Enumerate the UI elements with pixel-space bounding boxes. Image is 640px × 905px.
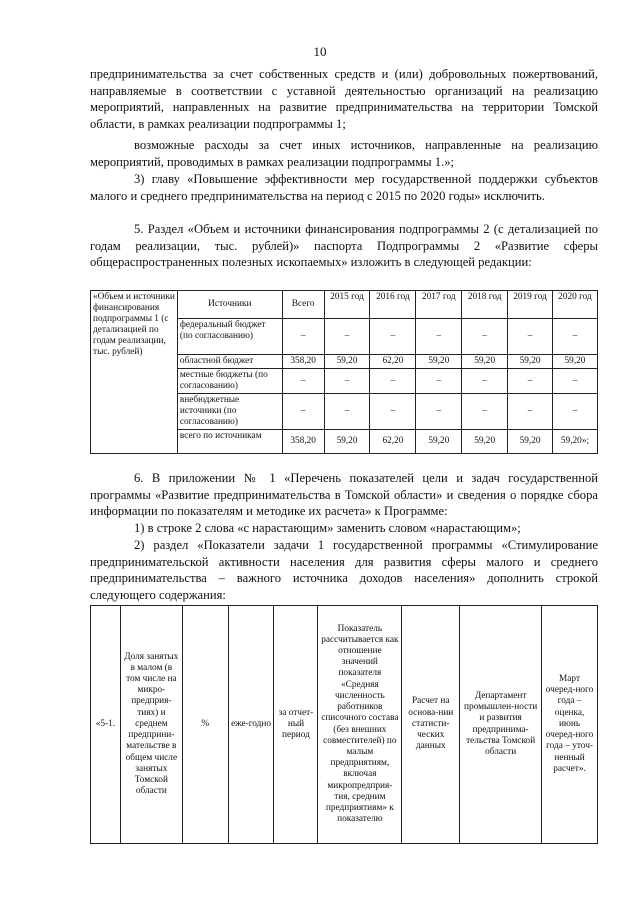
value-cell: – bbox=[282, 394, 324, 430]
value-cell: – bbox=[282, 319, 324, 355]
indicator-deadline: Март очеред-ного года – оценка, июнь очеред-ного года – уточ-ненный расчет». bbox=[542, 606, 598, 844]
value-cell: – bbox=[370, 319, 416, 355]
column-header: 2015 год bbox=[324, 291, 370, 319]
indicator-period: за отчет-ный период bbox=[274, 606, 318, 844]
value-cell: 59,20 bbox=[462, 430, 508, 454]
value-cell: – bbox=[508, 319, 553, 355]
source-cell: областной бюджет bbox=[177, 355, 282, 369]
paragraph-6: 1) в строке 2 слова «с нарастающим» заменить словом «нарастающим»; bbox=[134, 521, 521, 535]
funding-table bbox=[90, 290, 598, 454]
value-cell: – bbox=[508, 369, 553, 394]
value-cell: 358,20 bbox=[282, 430, 324, 454]
value-cell: – bbox=[462, 369, 508, 394]
indicator-number: «5-1. bbox=[91, 606, 121, 844]
value-cell: 62,20 bbox=[370, 430, 416, 454]
indicator-name: Доля занятых в малом (в том числе на микро-предприя-тиях) и среднем предприни-мательстве в общем числе занятых Томской области bbox=[120, 606, 182, 844]
column-header: 2017 год bbox=[416, 291, 462, 319]
value-cell: – bbox=[462, 394, 508, 430]
source-cell: местные бюджеты (по согласованию) bbox=[177, 369, 282, 394]
paragraph-4: 5. Раздел «Объем и источники финансирования подпрограммы 2 (с детализацией по годам реализации, тыс. рублей)» паспорта Подпрограммы 2 «Развитие сферы общераспространенных полезных ископаемых» изложить в следующей редакции: bbox=[90, 222, 598, 270]
paragraph-3: 3) главу «Повышение эффективности мер государственной поддержки субъектов малого и среднего предпринимательства на период с 2015 по 2020 годы» исключить. bbox=[90, 172, 598, 203]
value-cell: – bbox=[416, 369, 462, 394]
value-cell: 59,20 bbox=[324, 430, 370, 454]
value-cell: – bbox=[462, 319, 508, 355]
value-cell: – bbox=[324, 369, 370, 394]
value-cell: – bbox=[416, 319, 462, 355]
value-cell: – bbox=[416, 394, 462, 430]
paragraph-7: 2) раздел «Показатели задачи 1 государственной программы «Стимулирование предпринимательской активности населения для развития сферы малого и среднего предпринимательства – важного источника доходов населения» дополнить строкой следующего содержания: bbox=[90, 538, 598, 602]
column-header: Всего bbox=[282, 291, 324, 319]
value-cell: – bbox=[282, 369, 324, 394]
value-cell: 62,20 bbox=[370, 355, 416, 369]
value-cell: – bbox=[552, 369, 597, 394]
column-header: 2019 год bbox=[508, 291, 553, 319]
value-cell: – bbox=[552, 394, 597, 430]
value-cell: – bbox=[508, 394, 553, 430]
value-cell: 59,20 bbox=[416, 430, 462, 454]
source-cell: всего по источникам bbox=[177, 430, 282, 454]
indicator-unit: % bbox=[182, 606, 228, 844]
value-cell: 59,20 bbox=[462, 355, 508, 369]
indicator-responsible: Департамент промышлен-ности и развития предпринима-тельства Томской области bbox=[460, 606, 542, 844]
page-number: 10 bbox=[313, 44, 327, 59]
value-cell: 59,20 bbox=[508, 355, 553, 369]
value-cell: – bbox=[370, 369, 416, 394]
column-header: 2016 год bbox=[370, 291, 416, 319]
value-cell: 59,20 bbox=[552, 355, 597, 369]
value-cell: 59,20 bbox=[324, 355, 370, 369]
value-cell: – bbox=[324, 319, 370, 355]
paragraph-1: предпринимательства за счет собственных средств и (или) добровольных пожертвований, направляемые в соответствии с уставной деятельностью организаций на реализацию мероприятий, направленных на развитие предпринимательства на территории Томской области, в рамках реализации подпрограммы 1; bbox=[90, 67, 598, 131]
indicator-method: Показатель рассчитывается как отношение значений показателя «Средняя численность работников списочного состава (без внешних совместителей) по малым предприятиям, включая микропредприя-тия, средним предприятиям» к показателю bbox=[318, 606, 402, 844]
value-cell: – bbox=[370, 394, 416, 430]
funding-row-header: «Объем и источники финансирования подпрограммы 1 (с детализацией по годам реализации, тыс. рублей) bbox=[91, 291, 178, 454]
value-cell: 59,20»; bbox=[552, 430, 597, 454]
column-header: 2018 год bbox=[462, 291, 508, 319]
paragraph-2: возможные расходы за счет иных источников, направленные на реализацию мероприятий, проводимых в рамках реализации подпрограммы 1.»; bbox=[90, 138, 598, 169]
source-cell: внебюджетные источники (по согласованию) bbox=[177, 394, 282, 430]
value-cell: 358,20 bbox=[282, 355, 324, 369]
indicator-frequency: еже-годно bbox=[228, 606, 274, 844]
value-cell: – bbox=[324, 394, 370, 430]
column-header: Источники bbox=[177, 291, 282, 319]
paragraph-5: 6. В приложении № 1 «Перечень показателей цели и задач государственной программы «Развитие предпринимательства в Томской области» и сведения о порядке сбора информации по показателям и методике их расчета» к Программе: bbox=[90, 471, 598, 519]
value-cell: – bbox=[552, 319, 597, 355]
value-cell: 59,20 bbox=[508, 430, 553, 454]
source-cell: федеральный бюджет (по согласованию) bbox=[177, 319, 282, 355]
column-header: 2020 год bbox=[552, 291, 597, 319]
indicator-source: Расчет на основа-нии статисти-ческих данных bbox=[402, 606, 460, 844]
indicator-table bbox=[90, 605, 598, 844]
value-cell: 59,20 bbox=[416, 355, 462, 369]
